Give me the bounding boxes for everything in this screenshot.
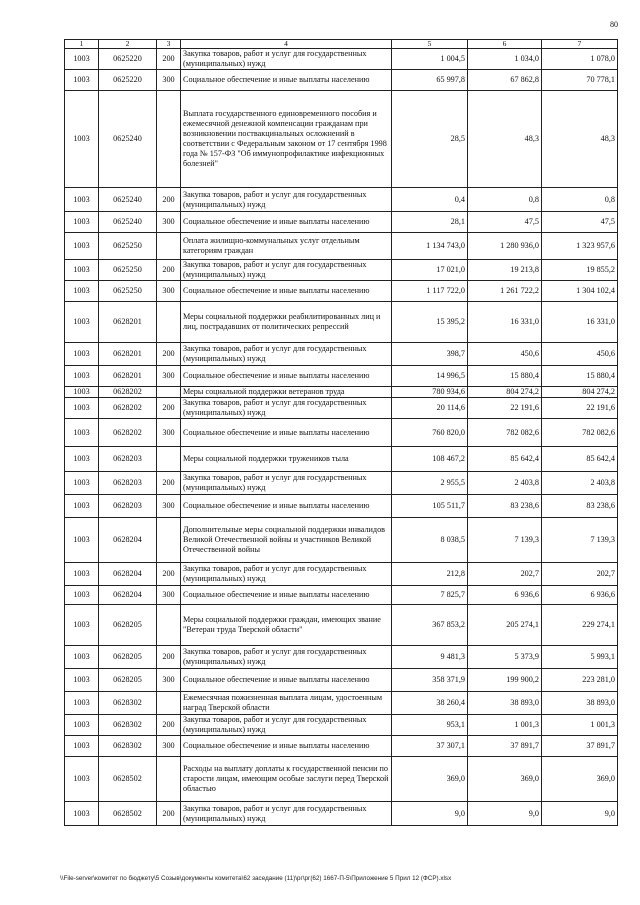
target-article-cell: 0625250 [99, 260, 157, 281]
amount-col5-cell: 1 134 743,0 [392, 233, 468, 260]
table-row [65, 495, 618, 518]
target-article-cell: 0628502 [99, 757, 157, 802]
amount-col7-cell: 37 891,7 [542, 736, 618, 757]
section-code-cell: 1003 [65, 366, 99, 387]
target-article-cell: 0628302 [99, 736, 157, 757]
amount-col7-cell: 19 855,2 [542, 260, 618, 281]
section-code-cell: 1003 [65, 188, 99, 212]
table-row [65, 398, 618, 419]
expense-type-cell [157, 692, 181, 715]
table-header-row [65, 40, 618, 49]
expense-type-cell [157, 605, 181, 646]
section-code-cell: 1003 [65, 419, 99, 447]
amount-col5-cell: 9 481,3 [392, 646, 468, 669]
amount-col7-cell: 83 238,6 [542, 495, 618, 518]
amount-col7-cell: 804 274,2 [542, 387, 618, 398]
amount-col5-cell: 14 996,5 [392, 366, 468, 387]
amount-col5-cell: 28,5 [392, 91, 468, 188]
table-row [65, 605, 618, 646]
amount-col6-cell: 83 238,6 [468, 495, 542, 518]
table-row [65, 586, 618, 605]
amount-col5-cell: 1 117 722,0 [392, 281, 468, 302]
description-cell: Социальное обеспечение и иные выплаты населению [181, 495, 392, 518]
section-code-cell: 1003 [65, 605, 99, 646]
description-cell: Закупка товаров, работ и услуг для государственных (муниципальных) нужд [181, 260, 392, 281]
target-article-cell: 0628203 [99, 447, 157, 472]
target-article-cell: 0628201 [99, 366, 157, 387]
section-code-cell: 1003 [65, 212, 99, 233]
description-cell: Социальное обеспечение и иные выплаты населению [181, 586, 392, 605]
amount-col5-cell: 760 820,0 [392, 419, 468, 447]
description-cell: Социальное обеспечение и иные выплаты населению [181, 669, 392, 692]
expense-type-cell [157, 387, 181, 398]
amount-col6-cell: 1 280 936,0 [468, 233, 542, 260]
header-cell: 6 [468, 40, 542, 49]
amount-col6-cell: 5 373,9 [468, 646, 542, 669]
expense-type-cell [157, 518, 181, 563]
target-article-cell: 0625240 [99, 212, 157, 233]
section-code-cell: 1003 [65, 736, 99, 757]
table-row [65, 736, 618, 757]
amount-col6-cell: 15 880,4 [468, 366, 542, 387]
description-cell: Социальное обеспечение и иные выплаты населению [181, 736, 392, 757]
amount-col7-cell: 85 642,4 [542, 447, 618, 472]
table-row [65, 472, 618, 495]
table-row [65, 646, 618, 669]
table-row [65, 518, 618, 563]
amount-col6-cell: 37 891,7 [468, 736, 542, 757]
amount-col6-cell: 0,8 [468, 188, 542, 212]
description-cell: Закупка товаров, работ и услуг для государственных (муниципальных) нужд [181, 49, 392, 70]
table-row [65, 188, 618, 212]
expense-type-cell: 300 [157, 281, 181, 302]
amount-col7-cell: 6 936,6 [542, 586, 618, 605]
amount-col6-cell: 1 001,3 [468, 715, 542, 736]
expense-type-cell: 200 [157, 802, 181, 826]
table-row [65, 366, 618, 387]
section-code-cell: 1003 [65, 669, 99, 692]
section-code-cell: 1003 [65, 757, 99, 802]
amount-col5-cell: 65 997,8 [392, 70, 468, 91]
amount-col6-cell: 205 274,1 [468, 605, 542, 646]
table-row [65, 563, 618, 586]
section-code-cell: 1003 [65, 518, 99, 563]
amount-col5-cell: 17 021,0 [392, 260, 468, 281]
expense-type-cell: 200 [157, 563, 181, 586]
section-code-cell: 1003 [65, 343, 99, 366]
amount-col6-cell: 2 403,8 [468, 472, 542, 495]
amount-col7-cell: 15 880,4 [542, 366, 618, 387]
expense-type-cell: 200 [157, 472, 181, 495]
amount-col5-cell: 15 395,2 [392, 302, 468, 343]
expense-type-cell: 200 [157, 398, 181, 419]
amount-col7-cell: 70 778,1 [542, 70, 618, 91]
header-cell: 1 [65, 40, 99, 49]
table-row [65, 302, 618, 343]
table-row [65, 49, 618, 70]
amount-col6-cell: 9,0 [468, 802, 542, 826]
expense-type-cell [157, 233, 181, 260]
description-cell: Закупка товаров, работ и услуг для государственных (муниципальных) нужд [181, 398, 392, 419]
expense-type-cell: 200 [157, 188, 181, 212]
target-article-cell: 0625240 [99, 188, 157, 212]
description-cell: Закупка товаров, работ и услуг для государственных (муниципальных) нужд [181, 802, 392, 826]
expense-type-cell: 300 [157, 70, 181, 91]
amount-col5-cell: 20 114,6 [392, 398, 468, 419]
amount-col5-cell: 28,1 [392, 212, 468, 233]
amount-col5-cell: 38 260,4 [392, 692, 468, 715]
section-code-cell: 1003 [65, 302, 99, 343]
amount-col7-cell: 9,0 [542, 802, 618, 826]
amount-col5-cell: 367 853,2 [392, 605, 468, 646]
target-article-cell: 0628202 [99, 419, 157, 447]
table-row [65, 212, 618, 233]
amount-col6-cell: 19 213,8 [468, 260, 542, 281]
section-code-cell: 1003 [65, 260, 99, 281]
amount-col6-cell: 782 082,6 [468, 419, 542, 447]
description-cell: Оплата жилищно-коммунальных услуг отдельным категориям граждан [181, 233, 392, 260]
target-article-cell: 0628202 [99, 387, 157, 398]
section-code-cell: 1003 [65, 91, 99, 188]
amount-col5-cell: 105 511,7 [392, 495, 468, 518]
table-row [65, 70, 618, 91]
description-cell: Закупка товаров, работ и услуг для государственных (муниципальных) нужд [181, 563, 392, 586]
amount-col7-cell: 22 191,6 [542, 398, 618, 419]
description-cell: Меры социальной поддержки граждан, имеющих звание "Ветеран труда Тверской области" [181, 605, 392, 646]
section-code-cell: 1003 [65, 281, 99, 302]
amount-col6-cell: 7 139,3 [468, 518, 542, 563]
amount-col7-cell: 48,3 [542, 91, 618, 188]
amount-col7-cell: 2 403,8 [542, 472, 618, 495]
section-code-cell: 1003 [65, 715, 99, 736]
table-row [65, 91, 618, 188]
amount-col7-cell: 1 001,3 [542, 715, 618, 736]
amount-col6-cell: 1 261 722,2 [468, 281, 542, 302]
amount-col6-cell: 22 191,6 [468, 398, 542, 419]
description-cell: Ежемесячная пожизненная выплата лицам, удостоенным наград Тверской области [181, 692, 392, 715]
description-cell: Социальное обеспечение и иные выплаты населению [181, 419, 392, 447]
section-code-cell: 1003 [65, 495, 99, 518]
table-row [65, 419, 618, 447]
expense-type-cell: 300 [157, 736, 181, 757]
expense-type-cell [157, 757, 181, 802]
expense-type-cell: 300 [157, 212, 181, 233]
expense-type-cell: 200 [157, 49, 181, 70]
table-row [65, 343, 618, 366]
description-cell: Меры социальной поддержки реабилитированных лиц и лиц, пострадавших от политических репрессий [181, 302, 392, 343]
amount-col7-cell: 782 082,6 [542, 419, 618, 447]
section-code-cell: 1003 [65, 692, 99, 715]
section-code-cell: 1003 [65, 70, 99, 91]
table-row [65, 281, 618, 302]
amount-col5-cell: 37 307,1 [392, 736, 468, 757]
expense-type-cell [157, 447, 181, 472]
amount-col7-cell: 5 993,1 [542, 646, 618, 669]
description-cell: Меры социальной поддержки тружеников тыла [181, 447, 392, 472]
target-article-cell: 0628202 [99, 398, 157, 419]
amount-col6-cell: 199 900,2 [468, 669, 542, 692]
amount-col5-cell: 1 004,5 [392, 49, 468, 70]
header-cell: 7 [542, 40, 618, 49]
amount-col6-cell: 67 862,8 [468, 70, 542, 91]
amount-col7-cell: 369,0 [542, 757, 618, 802]
amount-col6-cell: 450,6 [468, 343, 542, 366]
amount-col5-cell: 2 955,5 [392, 472, 468, 495]
amount-col7-cell: 38 893,0 [542, 692, 618, 715]
section-code-cell: 1003 [65, 586, 99, 605]
table-row [65, 692, 618, 715]
expense-type-cell [157, 302, 181, 343]
expense-type-cell: 200 [157, 715, 181, 736]
target-article-cell: 0628502 [99, 802, 157, 826]
description-cell: Социальное обеспечение и иные выплаты населению [181, 281, 392, 302]
target-article-cell: 0625220 [99, 49, 157, 70]
section-code-cell: 1003 [65, 49, 99, 70]
section-code-cell: 1003 [65, 398, 99, 419]
description-cell: Социальное обеспечение и иные выплаты населению [181, 366, 392, 387]
description-cell: Закупка товаров, работ и услуг для государственных (муниципальных) нужд [181, 343, 392, 366]
expense-type-cell: 300 [157, 586, 181, 605]
amount-col6-cell: 85 642,4 [468, 447, 542, 472]
amount-col7-cell: 7 139,3 [542, 518, 618, 563]
section-code-cell: 1003 [65, 472, 99, 495]
amount-col5-cell: 953,1 [392, 715, 468, 736]
section-code-cell: 1003 [65, 802, 99, 826]
amount-col6-cell: 6 936,6 [468, 586, 542, 605]
amount-col5-cell: 212,8 [392, 563, 468, 586]
amount-col6-cell: 804 274,2 [468, 387, 542, 398]
description-cell: Закупка товаров, работ и услуг для государственных (муниципальных) нужд [181, 188, 392, 212]
table-row [65, 802, 618, 826]
section-code-cell: 1003 [65, 233, 99, 260]
amount-col5-cell: 398,7 [392, 343, 468, 366]
amount-col6-cell: 1 034,0 [468, 49, 542, 70]
amount-col7-cell: 223 281,0 [542, 669, 618, 692]
expense-type-cell: 200 [157, 343, 181, 366]
amount-col6-cell: 38 893,0 [468, 692, 542, 715]
target-article-cell: 0628205 [99, 605, 157, 646]
amount-col5-cell: 0,4 [392, 188, 468, 212]
target-article-cell: 0625250 [99, 233, 157, 260]
expense-type-cell: 300 [157, 669, 181, 692]
target-article-cell: 0628204 [99, 518, 157, 563]
amount-col5-cell: 369,0 [392, 757, 468, 802]
amount-col5-cell: 358 371,9 [392, 669, 468, 692]
target-article-cell: 0625240 [99, 91, 157, 188]
amount-col5-cell: 9,0 [392, 802, 468, 826]
description-cell: Дополнительные меры социальной поддержки инвалидов Великой Отечественной войны и участников Великой Отечественной войны [181, 518, 392, 563]
target-article-cell: 0628204 [99, 586, 157, 605]
expense-type-cell: 300 [157, 366, 181, 387]
amount-col6-cell: 16 331,0 [468, 302, 542, 343]
expense-type-cell [157, 91, 181, 188]
table-row [65, 233, 618, 260]
description-cell: Социальное обеспечение и иные выплаты населению [181, 212, 392, 233]
amount-col7-cell: 229 274,1 [542, 605, 618, 646]
target-article-cell: 0625250 [99, 281, 157, 302]
expense-type-cell: 300 [157, 495, 181, 518]
amount-col5-cell: 7 825,7 [392, 586, 468, 605]
target-article-cell: 0628203 [99, 472, 157, 495]
target-article-cell: 0628302 [99, 715, 157, 736]
amount-col7-cell: 1 323 957,6 [542, 233, 618, 260]
target-article-cell: 0625220 [99, 70, 157, 91]
amount-col5-cell: 8 038,5 [392, 518, 468, 563]
section-code-cell: 1003 [65, 646, 99, 669]
table-row [65, 387, 618, 398]
amount-col7-cell: 47,5 [542, 212, 618, 233]
target-article-cell: 0628205 [99, 646, 157, 669]
description-cell: Закупка товаров, работ и услуг для государственных (муниципальных) нужд [181, 472, 392, 495]
description-cell: Закупка товаров, работ и услуг для государственных (муниципальных) нужд [181, 715, 392, 736]
header-cell: 4 [181, 40, 392, 49]
file-path-footer: \\File-server\комитет по бюджету\5 Созыв\документы комитета\62 заседание (11)\рг\рг(62) 1667-П-5\Приложение 5 Прил 12 (ФСР).xlsx [60, 875, 452, 882]
expense-type-cell: 300 [157, 419, 181, 447]
amount-col6-cell: 369,0 [468, 757, 542, 802]
header-cell: 3 [157, 40, 181, 49]
table-row [65, 260, 618, 281]
table-row [65, 669, 618, 692]
description-cell: Выплата государственного единовременного пособия и ежемесячной денежной компенсации гражданам при возникновении поствакцинальных осложнений в соответствии с Федеральным законом от 17 сентября 1998 года № 157-ФЗ "Об иммунопрофилактике инфекционных болезней" [181, 91, 392, 188]
table-row [65, 715, 618, 736]
section-code-cell: 1003 [65, 387, 99, 398]
amount-col7-cell: 1 304 102,4 [542, 281, 618, 302]
amount-col7-cell: 16 331,0 [542, 302, 618, 343]
section-code-cell: 1003 [65, 563, 99, 586]
target-article-cell: 0628201 [99, 343, 157, 366]
target-article-cell: 0628204 [99, 563, 157, 586]
amount-col6-cell: 202,7 [468, 563, 542, 586]
target-article-cell: 0628205 [99, 669, 157, 692]
header-cell: 5 [392, 40, 468, 49]
description-cell: Меры социальной поддержки ветеранов труда [181, 387, 392, 398]
target-article-cell: 0628302 [99, 692, 157, 715]
amount-col6-cell: 48,3 [468, 91, 542, 188]
amount-col5-cell: 780 934,6 [392, 387, 468, 398]
amount-col7-cell: 450,6 [542, 343, 618, 366]
target-article-cell: 0628201 [99, 302, 157, 343]
description-cell: Закупка товаров, работ и услуг для государственных (муниципальных) нужд [181, 646, 392, 669]
amount-col5-cell: 108 467,2 [392, 447, 468, 472]
expense-type-cell: 200 [157, 260, 181, 281]
section-code-cell: 1003 [65, 447, 99, 472]
description-cell: Социальное обеспечение и иные выплаты населению [181, 70, 392, 91]
table-row [65, 757, 618, 802]
amount-col7-cell: 0,8 [542, 188, 618, 212]
target-article-cell: 0628203 [99, 495, 157, 518]
expense-type-cell: 200 [157, 646, 181, 669]
amount-col7-cell: 1 078,0 [542, 49, 618, 70]
page-number: 80 [610, 20, 618, 29]
header-cell: 2 [99, 40, 157, 49]
table-row [65, 447, 618, 472]
amount-col7-cell: 202,7 [542, 563, 618, 586]
description-cell: Расходы на выплату доплаты к государственной пенсии по старости лицам, имеющим особые заслуги перед Тверской областью [181, 757, 392, 802]
budget-table [64, 39, 618, 826]
amount-col6-cell: 47,5 [468, 212, 542, 233]
